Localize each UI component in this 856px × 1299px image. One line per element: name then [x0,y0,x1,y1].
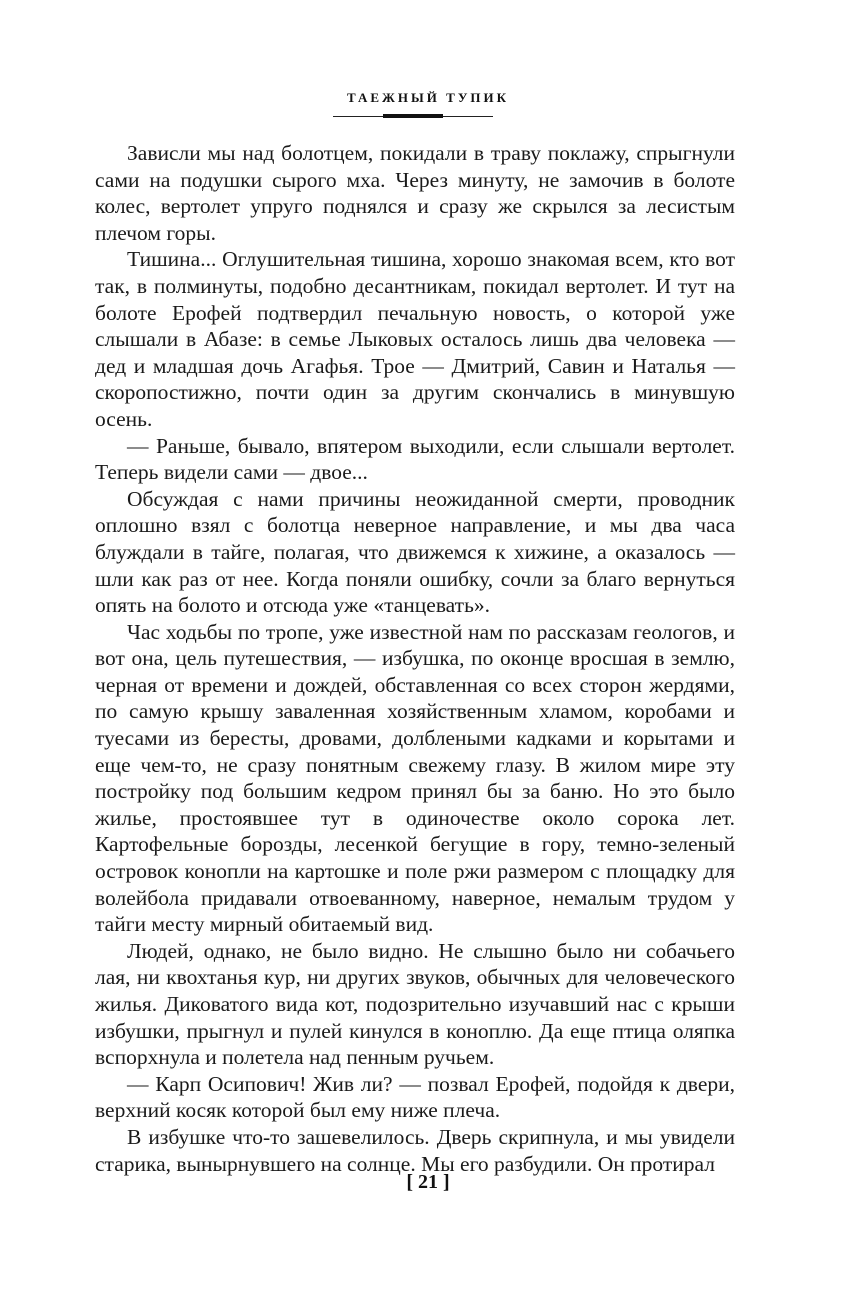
body-text [95,140,735,1177]
paragraph: — Раньше, бывало, впятером выходили, если слышали вертолет. Теперь видели сами — двое... [95,433,735,485]
paragraph: В избушке что-то зашевелилось. Дверь скрипнула, и мы увидели старика, вынырнувшего на солнце. Мы его разбудили. Он протирал [95,1124,735,1176]
paragraph: — Карп Осипович! Жив ли? — позвал Ерофей, подойдя к двери, верхний косяк которой был ему ниже плеча. [95,1071,735,1123]
page-number: [ 21 ] [406,1171,450,1193]
paragraph: Тишина... Оглушительная тишина, хорошо знакомая всем, кто вот так, в полминуты, подобно десантникам, покидал вертолет. И тут на болоте Ерофей подтвердил печальную новость, о которой уже слышали в Абазе: в семье Лыковых осталось лишь два человека — дед и младшая дочь Агафья. Трое — Дмитрий, Савин и Наталья — скоропостижно, почти один за другим скончались в минувшую осень. [95,247,735,431]
header-rule-accent [383,114,443,118]
paragraph: Час ходьбы по тропе, уже известной нам по рассказам геологов, и вот она, цель путешествия, — избушка, по оконце вросшая в землю, черная от времени и дождей, обставленная со всех сторон жердями, по самую крышу заваленная хозяйственным хламом, коробами и туесами из бересты, дровами, долблеными кадками и корытами и еще чем-то, не сразу понятным свежему глазу. В жилом мире эту постройку под большим кедром принял бы за баню. Но это было жилье, простоявшее тут в одиночестве около сорока лет. Картофельные борозды, лесенкой бегущие в гору, темно-зеленый островок конопли на картошке и поле ржи размером с площадку для волейбола придавали отвоеванному, наверное, немалым трудом у тайги месту мирный обитаемый вид. [95,619,735,937]
paragraph: Зависли мы над болотцем, покидали в траву поклажу, спрыгнули сами на подушки сырого мха. Через минуту, не замочив в болоте колес, вертолет упруго поднялся и сразу же скрылся за лесистым плечом горы. [95,141,735,245]
running-title: ТАЕЖНЫЙ ТУПИК [346,90,510,105]
paragraph: Людей, однако, не было видно. Не слышно было ни собачьего лая, ни квохтанья кур, ни других звуков, обычных для человеческого жилья. Диковатого вида кот, подозрительно изучавший нас с крыши избушки, прыгнул и пулей кинулся в коноплю. Да еще птица оляпка вспорхнула и полетела над пенным ручьем. [95,938,735,1070]
paragraph: Обсуждая с нами причины неожиданной смерти, проводник оплошно взял с болотца неверное направление, и мы два часа блуждали в тайге, полагая, что движемся к хижине, а оказалось — шли как раз от нее. Когда поняли ошибку, сочли за благо вернуться опять на болото и отсюда уже «танцевать». [95,486,735,618]
